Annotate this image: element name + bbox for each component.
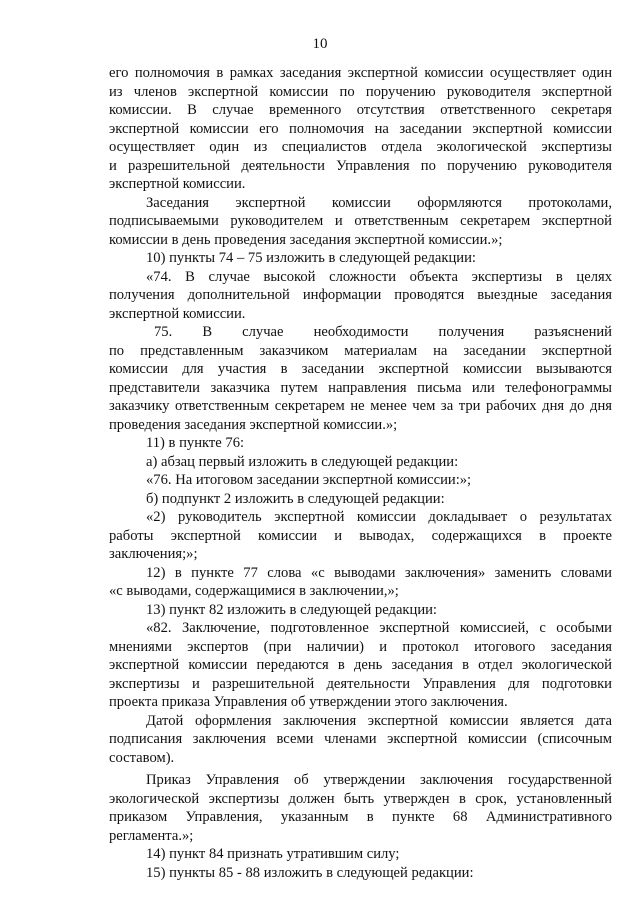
text-line: заказчику ответственным секретарем не менее чем за три рабочих дня до дня (109, 398, 612, 414)
text-line: 12) в пункте 77 слова «с выводами заключения» заменить словами (146, 564, 612, 581)
text-line: из членов экспертной комиссии по поручению руководителя экспертной (109, 83, 612, 100)
text-line: 14) пункт 84 признать утратившим силу; (146, 846, 400, 862)
text-line: экспертизы и разрешительной деятельности Управления для подготовки (109, 675, 612, 692)
text-line: комиссии для участия в заседании экспертной комиссии вызываются (109, 361, 612, 377)
text-line: 11) в пункте 76: (146, 435, 245, 451)
text-line: осуществляет один из специалистов отдела экологической экспертизы (109, 139, 612, 155)
text-line: получения дополнительной информации проводятся выездные заседания (109, 287, 612, 303)
text-line: подписания заключения всеми членами экспертной комиссии (списочным (109, 731, 612, 747)
text-line: 75. В случае необходимости получения разъяснений (154, 324, 612, 340)
text-line: экспертной комиссии. (109, 305, 246, 322)
text-line: «82. Заключение, подготовленное экспертной комиссией, с особыми (146, 620, 612, 636)
text-line: «2) руководитель экспертной комиссии докладывает о результатах (146, 509, 612, 525)
text-line: экспертной комиссии передаются в день заседания в отдел экологической (109, 657, 612, 673)
document-body (109, 64, 612, 882)
text-line: по представленным заказчиком материалам на заседании экспертной (109, 342, 612, 359)
text-line: мнениями экспертов (при наличии) и протокол итогового заседания (109, 638, 612, 655)
text-line: и разрешительной деятельности Управления по поручению руководителя (109, 157, 612, 174)
text-line: экспертной комиссии. (109, 176, 246, 192)
text-line: Датой оформления заключения экспертной комиссии является дата (146, 712, 612, 729)
text-line: его полномочия в рамках заседания экспертной комиссии осуществляет один (109, 65, 612, 81)
text-line: регламента.»; (109, 827, 194, 844)
text-line: Заседания экспертной комиссии оформляются протоколами, (146, 194, 612, 211)
text-line: составом). (109, 749, 175, 766)
text-line: экспертной комиссии его полномочия на заседании экспертной комиссии (109, 120, 612, 137)
text-line: заключения;»; (109, 546, 198, 562)
text-line: 10) пункты 74 – 75 изложить в следующей редакции: (146, 250, 476, 266)
text-line: «76. На итоговом заседании экспертной комиссии:»; (146, 472, 472, 488)
text-line: Приказ Управления об утверждении заключения государственной (146, 772, 612, 788)
text-line: комиссии в день проведения заседания экспертной комиссии.»; (109, 231, 503, 248)
text-line: 15) пункты 85 - 88 изложить в следующей редакции: (146, 864, 474, 881)
text-line: проведения заседания экспертной комиссии.»; (109, 416, 398, 433)
text-line: проекта приказа Управления об утверждении этого заключения. (109, 694, 508, 710)
text-line: б) подпункт 2 изложить в следующей редакции: (146, 490, 445, 507)
text-line: 13) пункт 82 изложить в следующей редакции: (146, 601, 437, 618)
text-line: комиссии. В случае временного отсутствия ответственного секретаря (109, 102, 612, 118)
text-line: «74. В случае высокой сложности объекта экспертизы в целях (146, 268, 612, 285)
text-line: экологической экспертизы должен быть утвержден в срок, установленный (109, 790, 612, 807)
text-line: подписываемыми руководителем и ответственным секретарем экспертной (109, 213, 612, 229)
text-line: представители заказчика путем направления письма или телефонограммы (109, 379, 612, 396)
text-line: а) абзац первый изложить в следующей редакции: (146, 453, 459, 470)
page-number: 10 (312, 36, 328, 52)
text-line: работы экспертной комиссии и выводах, содержащихся в проекте (109, 527, 612, 544)
text-line: «с выводами, содержащимися в заключении,»; (109, 583, 399, 599)
text-line: приказом Управления, указанным в пункте 68 Административного (109, 809, 612, 825)
